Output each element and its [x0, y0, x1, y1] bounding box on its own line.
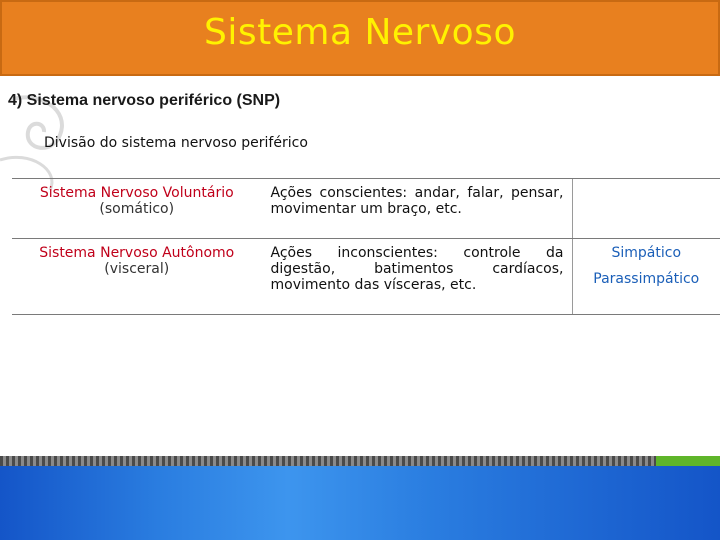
snp-division-table: [12, 178, 720, 315]
table-row: [12, 179, 720, 239]
slide-title: Sistema Nervoso: [204, 12, 516, 53]
subdivision-simpatico: Simpático: [611, 245, 682, 261]
actions-label: Ações conscientes:: [270, 185, 408, 201]
division-subtitle: (visceral): [104, 261, 170, 277]
subdivision-parassimpatico: Parassimpático: [593, 271, 700, 287]
actions-cell: [262, 179, 572, 239]
division-subtitle: (somático): [99, 201, 175, 217]
actions-label: Ações inconscientes:: [270, 245, 438, 261]
division-name: Sistema Nervoso Voluntário: [39, 185, 234, 201]
subdivision-cell: [572, 179, 720, 239]
actions-text: controle da digestão, batimentos cardíacos, movimento das vísceras, etc.: [270, 245, 564, 293]
division-cell: [12, 179, 262, 239]
title-bar: [0, 0, 720, 76]
footer-band: [0, 466, 720, 540]
division-name: Sistema Nervoso Autônomo: [39, 245, 235, 261]
table-caption: Divisão do sistema nervoso periférico: [44, 135, 308, 151]
actions-cell: [262, 239, 572, 315]
division-cell: [12, 239, 262, 315]
table-row: [12, 239, 720, 315]
actions-text: andar, falar, pensar, movimentar um braço, etc.: [270, 185, 564, 217]
subdivision-cell: [572, 239, 720, 315]
section-heading: 4) Sistema nervoso periférico (SNP): [8, 92, 281, 109]
footer-stripe: [0, 456, 720, 466]
footer-accent: [656, 456, 720, 466]
